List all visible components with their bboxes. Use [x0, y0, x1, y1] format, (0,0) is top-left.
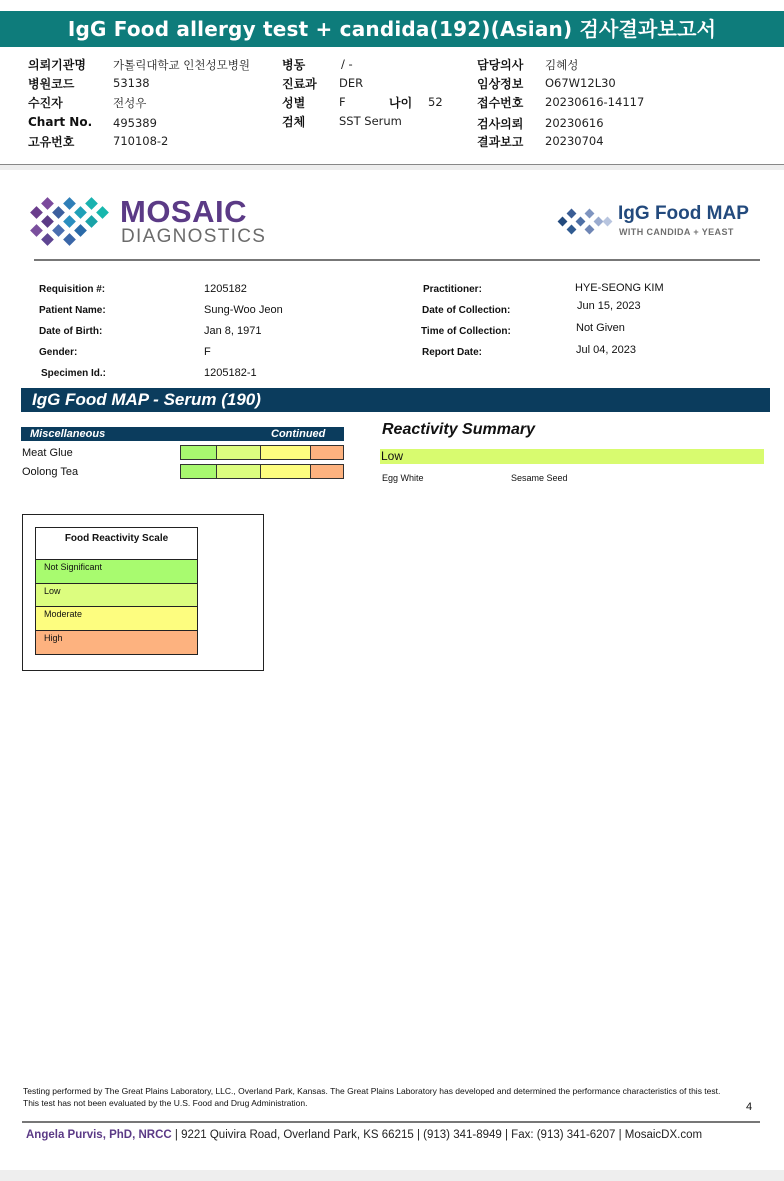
legend-row: Not Significant: [36, 560, 197, 584]
header-value: 20230616: [545, 116, 604, 130]
age-label: 나이: [389, 96, 413, 110]
patient-value: HYE-SEONG KIM: [575, 282, 664, 294]
age-value: 52: [428, 95, 443, 109]
patient-label: Date of Collection:: [422, 305, 511, 316]
patient-label: Requisition #:: [39, 284, 106, 295]
reactive-food-item: Egg White: [382, 473, 424, 483]
candida-yeast-subtitle: WITH CANDIDA + YEAST: [619, 227, 734, 237]
footer-contact: [26, 1129, 702, 1141]
header-label: 담당의사: [477, 58, 524, 72]
header-value: DER: [339, 76, 364, 90]
header-label: 병원코드: [28, 77, 75, 91]
patient-value: Jan 8, 1971: [204, 325, 262, 337]
header-value: 전성우: [113, 96, 147, 110]
legend-row: Moderate: [36, 607, 197, 631]
header-value: 53138: [113, 76, 150, 90]
patient-label: Time of Collection:: [421, 326, 511, 337]
miscellaneous-header: [21, 427, 344, 441]
mosaic-logo-text: MOSAIC: [120, 194, 247, 229]
reactivity-scale-bar: [180, 464, 344, 479]
header-value: 710108-2: [113, 134, 169, 148]
header-label: 수진자: [28, 96, 63, 110]
food-map-logo-text: IgG Food MAP: [618, 203, 749, 224]
director-name: Angela Purvis, PhD, NRCC: [26, 1129, 172, 1141]
continued-label: Continued: [271, 428, 326, 440]
reactivity-level-low: Low: [380, 449, 764, 464]
scale-segment-moderate: [261, 446, 311, 459]
patient-label: Gender:: [39, 347, 78, 358]
food-map-diamond-icon: [557, 205, 617, 239]
food-name: Oolong Tea: [22, 466, 79, 478]
header-label: 검사의뢰: [477, 117, 524, 131]
scale-segment-moderate: [261, 465, 311, 478]
scale-segment-high: [311, 465, 343, 478]
scale-segment-low: [217, 465, 261, 478]
header-label: 병동: [282, 58, 306, 72]
page-gap: [0, 165, 784, 170]
reactivity-scale-bar: [180, 445, 344, 460]
reactive-food-item: Sesame Seed: [511, 473, 568, 483]
header-value: 20230616-14117: [545, 95, 645, 109]
footer-divider: [22, 1121, 760, 1123]
reactivity-summary-title: Reactivity Summary: [382, 421, 535, 438]
patient-label: Report Date:: [422, 347, 483, 358]
mosaic-diamond-logo-icon: [30, 196, 120, 248]
header-value: SST Serum: [339, 114, 402, 128]
legend-row: Low: [36, 584, 197, 608]
patient-value: Jul 04, 2023: [576, 344, 636, 356]
header-value: 김혜성: [545, 58, 579, 72]
header-label: 접수번호: [477, 96, 524, 110]
page-bottom-gap: [0, 1170, 784, 1181]
header-value: / -: [341, 57, 353, 71]
header-label: 성별: [282, 96, 306, 110]
patient-value: Not Given: [576, 322, 625, 334]
patient-value: Jun 15, 2023: [577, 300, 641, 312]
patient-value: 1205182-1: [204, 367, 257, 379]
diagnostics-logo-text: DIAGNOSTICS: [121, 226, 267, 247]
header-label: 진료과: [282, 77, 317, 91]
category-label: Miscellaneous: [30, 428, 106, 440]
section-title-bar: IgG Food MAP - Serum (190): [21, 388, 770, 412]
header-label: Chart No.: [28, 115, 93, 129]
patient-value: F: [204, 346, 211, 358]
scale-segment-not-significant: [181, 465, 217, 478]
patient-label: Date of Birth:: [39, 326, 103, 337]
header-label: 검체: [282, 115, 306, 129]
header-value: 20230704: [545, 134, 604, 148]
patient-value: Sung-Woo Jeon: [204, 304, 283, 316]
page-number: 4: [746, 1101, 753, 1113]
header-value: 495389: [113, 116, 157, 130]
header-value: 가톨릭대학교 인천성모병원: [113, 58, 250, 72]
patient-label: Patient Name:: [39, 305, 106, 316]
scale-segment-low: [217, 446, 261, 459]
scale-segment-high: [311, 446, 343, 459]
header-label: 고유번호: [28, 135, 75, 149]
lab-disclaimer: Testing performed by The Great Plains Laboratory, LLC., Overland Park, Kansas. The Great Plains Laboratory has developed and determined the performance characteristics of this test. This test has not been evaluated by the U.S. Food and Drug Administration.: [23, 1086, 721, 1108]
patient-value: 1205182: [204, 283, 247, 295]
food-name: Meat Glue: [22, 447, 73, 459]
legend-title: Food Reactivity Scale: [36, 528, 197, 560]
header-label: 의뢰기관명: [28, 58, 86, 72]
header-value: F: [339, 95, 346, 109]
legend-row: High: [36, 631, 197, 655]
header-label: 임상정보: [477, 77, 524, 91]
patient-label: Specimen Id.:: [41, 368, 107, 379]
report-title-banner: IgG Food allergy test + candida(192)(Asian) 검사결과보고서: [0, 11, 784, 47]
logo-divider: [34, 259, 760, 261]
scale-segment-not-significant: [181, 446, 217, 459]
patient-label: Practitioner:: [423, 284, 482, 295]
header-label: 결과보고: [477, 135, 524, 149]
header-value: O67W12L30: [545, 76, 616, 90]
food-reactivity-scale-legend: [35, 527, 198, 655]
lab-address: | 9221 Quivira Road, Overland Park, KS 66215 | (913) 341-8949 | Fax: (913) 341-6207 | MosaicDX.com: [171, 1129, 703, 1141]
